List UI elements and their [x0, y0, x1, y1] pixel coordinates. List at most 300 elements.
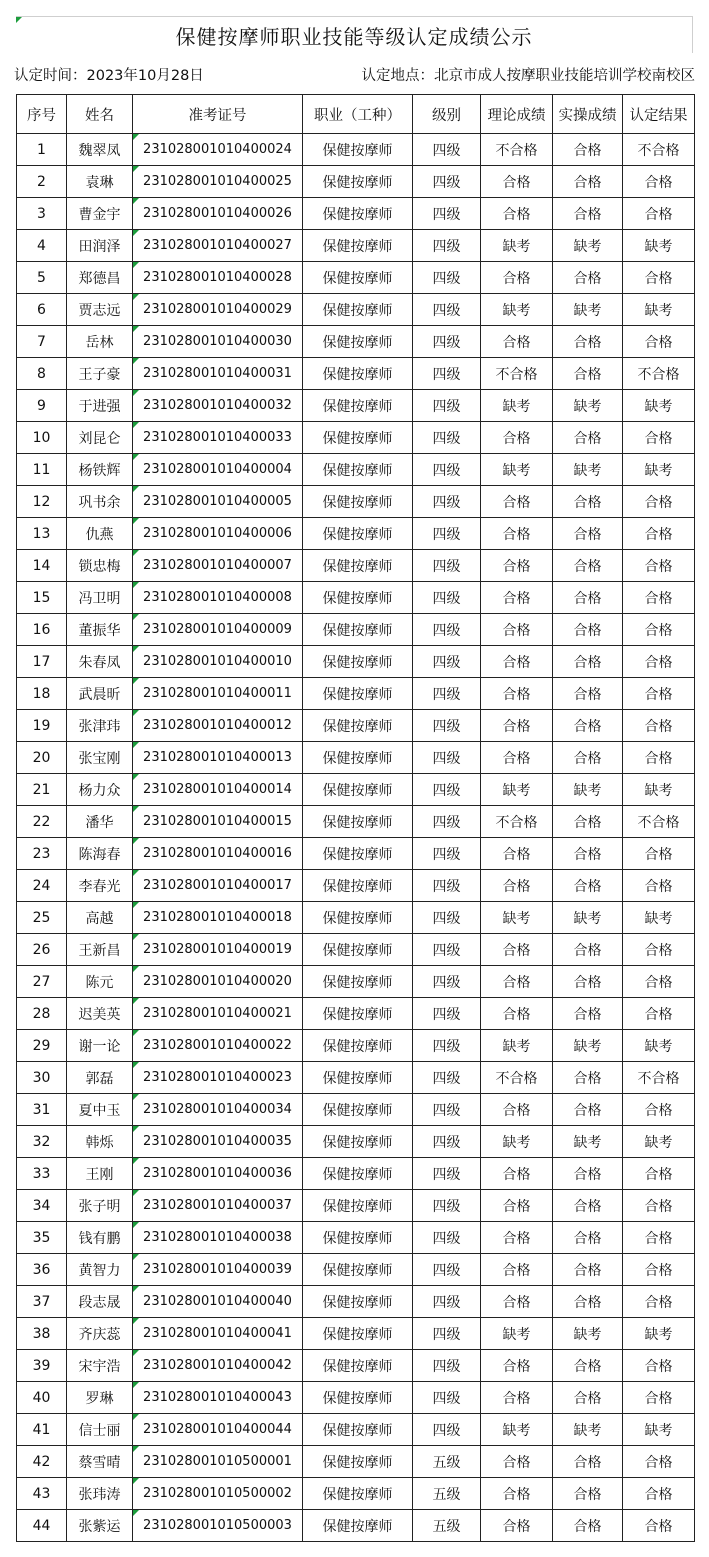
candidate-name-cell: 张子明: [67, 1190, 133, 1222]
practical-score-cell: 合格: [553, 262, 623, 294]
table-row: [17, 326, 695, 358]
result-cell: 合格: [623, 1286, 695, 1318]
occupation-cell: 保健按摩师: [303, 1350, 413, 1382]
result-cell: 缺考: [623, 1126, 695, 1158]
candidate-name-cell: 贾志远: [67, 294, 133, 326]
theory-score-cell: 合格: [481, 1350, 553, 1382]
row-index-cell: 26: [17, 934, 67, 966]
cell-marker-icon: [133, 1286, 139, 1292]
table-row: [17, 902, 695, 934]
candidate-name-cell: 信士丽: [67, 1414, 133, 1446]
exam-number-text: 231028001010500002: [143, 1486, 292, 1501]
level-cell: 四级: [413, 1382, 481, 1414]
exam-number-cell: [133, 486, 303, 518]
candidate-name-cell: 于进强: [67, 390, 133, 422]
level-cell: 四级: [413, 390, 481, 422]
col-header-occupation: 职业（工种）: [303, 95, 413, 134]
result-cell: 合格: [623, 1254, 695, 1286]
level-cell: 四级: [413, 614, 481, 646]
occupation-cell: 保健按摩师: [303, 1030, 413, 1062]
level-cell: 四级: [413, 1222, 481, 1254]
candidate-name-cell: 迟美英: [67, 998, 133, 1030]
occupation-cell: 保健按摩师: [303, 966, 413, 998]
level-cell: 四级: [413, 1126, 481, 1158]
row-index-cell: 39: [17, 1350, 67, 1382]
cell-marker-icon: [133, 774, 139, 780]
practical-score-cell: 合格: [553, 806, 623, 838]
theory-score-cell: 缺考: [481, 1414, 553, 1446]
table-body: [17, 134, 695, 1542]
result-cell: 合格: [623, 1382, 695, 1414]
practical-score-cell: 合格: [553, 1382, 623, 1414]
theory-score-cell: 合格: [481, 1446, 553, 1478]
practical-score-cell: 合格: [553, 1510, 623, 1542]
exam-number-cell: [133, 998, 303, 1030]
level-cell: 四级: [413, 1350, 481, 1382]
result-cell: 缺考: [623, 1414, 695, 1446]
candidate-name-cell: 郭磊: [67, 1062, 133, 1094]
candidate-name-cell: 王新昌: [67, 934, 133, 966]
exam-number-text: 231028001010500001: [143, 1454, 292, 1469]
row-index-cell: 43: [17, 1478, 67, 1510]
exam-number-cell: [133, 1190, 303, 1222]
occupation-cell: 保健按摩师: [303, 998, 413, 1030]
occupation-cell: 保健按摩师: [303, 582, 413, 614]
exam-number-text: 231028001010400032: [143, 398, 292, 413]
result-cell: 不合格: [623, 806, 695, 838]
level-cell: 四级: [413, 838, 481, 870]
level-cell: 四级: [413, 454, 481, 486]
level-cell: 五级: [413, 1446, 481, 1478]
row-index-cell: 32: [17, 1126, 67, 1158]
exam-number-text: 231028001010400041: [143, 1326, 292, 1341]
exam-number-text: 231028001010400009: [143, 622, 292, 637]
exam-number-text: 231028001010400018: [143, 910, 292, 925]
table-row: [17, 1158, 695, 1190]
result-cell: 合格: [623, 326, 695, 358]
candidate-name-cell: 杨铁辉: [67, 454, 133, 486]
theory-score-cell: 不合格: [481, 1062, 553, 1094]
exam-number-cell: [133, 198, 303, 230]
exam-number-cell: [133, 518, 303, 550]
theory-score-cell: 缺考: [481, 454, 553, 486]
candidate-name-cell: 段志晟: [67, 1286, 133, 1318]
cell-marker-icon: [133, 838, 139, 844]
exam-number-text: 231028001010400035: [143, 1134, 292, 1149]
row-index-cell: 10: [17, 422, 67, 454]
table-row: [17, 454, 695, 486]
cell-marker-icon: [133, 230, 139, 236]
table-row: [17, 646, 695, 678]
theory-score-cell: 合格: [481, 1510, 553, 1542]
exam-number-text: 231028001010400031: [143, 366, 292, 381]
exam-date: 认定时间：2023年10月28日: [14, 68, 204, 84]
theory-score-cell: 合格: [481, 1222, 553, 1254]
occupation-cell: 保健按摩师: [303, 166, 413, 198]
candidate-name-cell: 巩书余: [67, 486, 133, 518]
candidate-name-cell: 张紫运: [67, 1510, 133, 1542]
exam-number-cell: [133, 902, 303, 934]
exam-number-cell: [133, 326, 303, 358]
cell-marker-icon: [133, 134, 139, 140]
occupation-cell: 保健按摩师: [303, 1510, 413, 1542]
cell-marker-icon: [133, 1190, 139, 1196]
row-index-cell: 1: [17, 134, 67, 166]
level-cell: 四级: [413, 518, 481, 550]
theory-score-cell: 缺考: [481, 902, 553, 934]
table-row: [17, 614, 695, 646]
result-cell: 合格: [623, 742, 695, 774]
practical-score-cell: 合格: [553, 838, 623, 870]
candidate-name-cell: 谢一论: [67, 1030, 133, 1062]
level-cell: 四级: [413, 1158, 481, 1190]
result-cell: 合格: [623, 422, 695, 454]
table-row: [17, 710, 695, 742]
row-index-cell: 9: [17, 390, 67, 422]
result-cell: 合格: [623, 262, 695, 294]
result-cell: 合格: [623, 1094, 695, 1126]
practical-score-cell: 合格: [553, 1478, 623, 1510]
occupation-cell: 保健按摩师: [303, 390, 413, 422]
level-cell: 四级: [413, 166, 481, 198]
row-index-cell: 5: [17, 262, 67, 294]
occupation-cell: 保健按摩师: [303, 678, 413, 710]
practical-score-cell: 合格: [553, 934, 623, 966]
candidate-name-cell: 田润泽: [67, 230, 133, 262]
candidate-name-cell: 高越: [67, 902, 133, 934]
candidate-name-cell: 罗琳: [67, 1382, 133, 1414]
cell-marker-icon: [133, 262, 139, 268]
practical-score-cell: 合格: [553, 966, 623, 998]
exam-number-cell: [133, 1158, 303, 1190]
exam-number-cell: [133, 678, 303, 710]
candidate-name-cell: 陈元: [67, 966, 133, 998]
theory-score-cell: 缺考: [481, 774, 553, 806]
exam-number-cell: [133, 1382, 303, 1414]
exam-number-cell: [133, 614, 303, 646]
exam-number-text: 231028001010400007: [143, 558, 292, 573]
exam-number-cell: [133, 230, 303, 262]
level-cell: 四级: [413, 1094, 481, 1126]
exam-number-cell: [133, 134, 303, 166]
table-row: [17, 838, 695, 870]
table-header-row: [17, 95, 695, 134]
exam-number-text: 231028001010400025: [143, 174, 292, 189]
theory-score-cell: 合格: [481, 998, 553, 1030]
exam-number-cell: [133, 1510, 303, 1542]
result-cell: 合格: [623, 710, 695, 742]
table-row: [17, 774, 695, 806]
exam-number-text: 231028001010400028: [143, 270, 292, 285]
table-row: [17, 1446, 695, 1478]
candidate-name-cell: 夏中玉: [67, 1094, 133, 1126]
theory-score-cell: 合格: [481, 262, 553, 294]
candidate-name-cell: 郑德昌: [67, 262, 133, 294]
row-index-cell: 22: [17, 806, 67, 838]
result-cell: 合格: [623, 838, 695, 870]
row-index-cell: 19: [17, 710, 67, 742]
row-index-cell: 17: [17, 646, 67, 678]
table-row: [17, 1094, 695, 1126]
col-header-practical-score: 实操成绩: [553, 95, 623, 134]
exam-number-text: 231028001010400026: [143, 206, 292, 221]
exam-number-cell: [133, 1094, 303, 1126]
col-header-theory-score: 理论成绩: [481, 95, 553, 134]
exam-number-text: 231028001010400042: [143, 1358, 292, 1373]
practical-score-cell: 合格: [553, 1286, 623, 1318]
exam-number-cell: [133, 166, 303, 198]
row-index-cell: 25: [17, 902, 67, 934]
exam-number-text: 231028001010400044: [143, 1422, 292, 1437]
practical-score-cell: 缺考: [553, 390, 623, 422]
cell-marker-icon: [133, 390, 139, 396]
cell-marker-icon: [133, 198, 139, 204]
table-row: [17, 806, 695, 838]
level-cell: 四级: [413, 134, 481, 166]
table-row: [17, 582, 695, 614]
level-cell: 四级: [413, 230, 481, 262]
occupation-cell: 保健按摩师: [303, 358, 413, 390]
practical-score-cell: 合格: [553, 486, 623, 518]
practical-score-cell: 缺考: [553, 454, 623, 486]
table-row: [17, 198, 695, 230]
table-row: [17, 742, 695, 774]
occupation-cell: 保健按摩师: [303, 262, 413, 294]
exam-number-text: 231028001010400006: [143, 526, 292, 541]
theory-score-cell: 缺考: [481, 294, 553, 326]
cell-marker-icon: [133, 902, 139, 908]
row-index-cell: 34: [17, 1190, 67, 1222]
candidate-name-cell: 王子豪: [67, 358, 133, 390]
exam-location: 认定地点：北京市成人按摩职业技能培训学校南校区: [361, 68, 695, 84]
result-cell: 合格: [623, 1222, 695, 1254]
cell-marker-icon: [133, 326, 139, 332]
theory-score-cell: 合格: [481, 1254, 553, 1286]
theory-score-cell: 合格: [481, 1286, 553, 1318]
row-index-cell: 36: [17, 1254, 67, 1286]
candidate-name-cell: 钱有鹏: [67, 1222, 133, 1254]
table-row: [17, 678, 695, 710]
exam-number-text: 231028001010400030: [143, 334, 292, 349]
occupation-cell: 保健按摩师: [303, 710, 413, 742]
theory-score-cell: 合格: [481, 518, 553, 550]
level-cell: 四级: [413, 806, 481, 838]
practical-score-cell: 合格: [553, 198, 623, 230]
cell-marker-icon: [133, 806, 139, 812]
practical-score-cell: 缺考: [553, 1414, 623, 1446]
row-index-cell: 44: [17, 1510, 67, 1542]
candidate-name-cell: 黄智力: [67, 1254, 133, 1286]
level-cell: 四级: [413, 646, 481, 678]
row-index-cell: 24: [17, 870, 67, 902]
exam-number-text: 231028001010400022: [143, 1038, 292, 1053]
candidate-name-cell: 宋宇浩: [67, 1350, 133, 1382]
cell-marker-icon: [133, 1094, 139, 1100]
practical-score-cell: 缺考: [553, 1318, 623, 1350]
level-cell: 四级: [413, 1254, 481, 1286]
result-cell: 合格: [623, 966, 695, 998]
practical-score-cell: 合格: [553, 742, 623, 774]
occupation-cell: 保健按摩师: [303, 1286, 413, 1318]
occupation-cell: 保健按摩师: [303, 198, 413, 230]
cell-marker-icon: [133, 1158, 139, 1164]
table-row: [17, 550, 695, 582]
level-cell: 四级: [413, 774, 481, 806]
occupation-cell: 保健按摩师: [303, 1094, 413, 1126]
level-cell: 五级: [413, 1510, 481, 1542]
theory-score-cell: 合格: [481, 1158, 553, 1190]
result-cell: 不合格: [623, 1062, 695, 1094]
cell-marker-icon: [133, 1382, 139, 1388]
col-header-name: 姓名: [67, 95, 133, 134]
exam-number-text: 231028001010400010: [143, 654, 292, 669]
exam-number-cell: [133, 1318, 303, 1350]
cell-marker-icon: [133, 454, 139, 460]
cell-marker-icon: [133, 1254, 139, 1260]
occupation-cell: 保健按摩师: [303, 1414, 413, 1446]
table-row: [17, 1254, 695, 1286]
table-row: [17, 230, 695, 262]
cell-marker-icon: [133, 1126, 139, 1132]
exam-number-cell: [133, 806, 303, 838]
level-cell: 四级: [413, 902, 481, 934]
level-cell: 四级: [413, 1190, 481, 1222]
occupation-cell: 保健按摩师: [303, 902, 413, 934]
cell-marker-icon: [133, 1510, 139, 1516]
exam-number-cell: [133, 838, 303, 870]
exam-number-cell: [133, 1478, 303, 1510]
occupation-cell: 保健按摩师: [303, 518, 413, 550]
table-row: [17, 134, 695, 166]
result-cell: 缺考: [623, 1030, 695, 1062]
exam-number-cell: [133, 582, 303, 614]
occupation-cell: 保健按摩师: [303, 774, 413, 806]
candidate-name-cell: 武晨昕: [67, 678, 133, 710]
row-index-cell: 30: [17, 1062, 67, 1094]
cell-marker-icon: [133, 166, 139, 172]
theory-score-cell: 缺考: [481, 390, 553, 422]
table-row: [17, 870, 695, 902]
level-cell: 四级: [413, 358, 481, 390]
exam-number-cell: [133, 774, 303, 806]
theory-score-cell: 合格: [481, 1094, 553, 1126]
table-row: [17, 1030, 695, 1062]
practical-score-cell: 合格: [553, 134, 623, 166]
level-cell: 四级: [413, 550, 481, 582]
practical-score-cell: 缺考: [553, 774, 623, 806]
exam-number-cell: [133, 294, 303, 326]
exam-number-text: 231028001010400016: [143, 846, 292, 861]
results-table: [16, 94, 695, 1542]
col-header-result: 认定结果: [623, 95, 695, 134]
level-cell: 四级: [413, 934, 481, 966]
table-row: [17, 1286, 695, 1318]
occupation-cell: 保健按摩师: [303, 1222, 413, 1254]
level-cell: 四级: [413, 1318, 481, 1350]
cell-marker-icon: [133, 614, 139, 620]
theory-score-cell: 缺考: [481, 1318, 553, 1350]
table-row: [17, 262, 695, 294]
cell-marker-icon: [133, 1318, 139, 1324]
exam-number-text: 231028001010400012: [143, 718, 292, 733]
cell-marker-icon: [133, 1350, 139, 1356]
table-row: [17, 1510, 695, 1542]
candidate-name-cell: 潘华: [67, 806, 133, 838]
exam-number-cell: [133, 742, 303, 774]
exam-number-cell: [133, 710, 303, 742]
occupation-cell: 保健按摩师: [303, 326, 413, 358]
result-cell: 合格: [623, 1190, 695, 1222]
occupation-cell: 保健按摩师: [303, 422, 413, 454]
practical-score-cell: 合格: [553, 582, 623, 614]
row-index-cell: 28: [17, 998, 67, 1030]
table-row: [17, 1190, 695, 1222]
practical-score-cell: 合格: [553, 1350, 623, 1382]
theory-score-cell: 合格: [481, 646, 553, 678]
exam-number-text: 231028001010400013: [143, 750, 292, 765]
level-cell: 四级: [413, 262, 481, 294]
level-cell: 四级: [413, 1030, 481, 1062]
practical-score-cell: 合格: [553, 870, 623, 902]
exam-number-text: 231028001010400038: [143, 1230, 292, 1245]
cell-marker-icon: [133, 1222, 139, 1228]
candidate-name-cell: 陈海春: [67, 838, 133, 870]
cell-marker-icon: [133, 934, 139, 940]
cell-marker-icon: [133, 742, 139, 748]
exam-number-cell: [133, 1350, 303, 1382]
row-index-cell: 29: [17, 1030, 67, 1062]
table-row: [17, 966, 695, 998]
theory-score-cell: 合格: [481, 166, 553, 198]
table-row: [17, 1222, 695, 1254]
cell-marker-icon: [133, 646, 139, 652]
practical-score-cell: 缺考: [553, 230, 623, 262]
level-cell: 四级: [413, 326, 481, 358]
table-row: [17, 934, 695, 966]
exam-number-cell: [133, 1446, 303, 1478]
table-row: [17, 1062, 695, 1094]
exam-number-text: 231028001010400021: [143, 1006, 292, 1021]
level-cell: 四级: [413, 422, 481, 454]
result-cell: 合格: [623, 582, 695, 614]
exam-number-text: 231028001010400005: [143, 494, 292, 509]
practical-score-cell: 合格: [553, 326, 623, 358]
cell-marker-icon: [133, 1030, 139, 1036]
cell-marker-icon: [133, 1414, 139, 1420]
practical-score-cell: 合格: [553, 1222, 623, 1254]
exam-number-text: 231028001010500003: [143, 1518, 292, 1533]
exam-number-text: 231028001010400024: [143, 142, 292, 157]
occupation-cell: 保健按摩师: [303, 294, 413, 326]
exam-number-cell: [133, 390, 303, 422]
row-index-cell: 20: [17, 742, 67, 774]
practical-score-cell: 缺考: [553, 1030, 623, 1062]
result-cell: 不合格: [623, 134, 695, 166]
practical-score-cell: 缺考: [553, 902, 623, 934]
occupation-cell: 保健按摩师: [303, 806, 413, 838]
row-index-cell: 18: [17, 678, 67, 710]
theory-score-cell: 合格: [481, 614, 553, 646]
result-cell: 缺考: [623, 454, 695, 486]
theory-score-cell: 合格: [481, 710, 553, 742]
result-cell: 合格: [623, 678, 695, 710]
theory-score-cell: 合格: [481, 934, 553, 966]
table-row: [17, 1318, 695, 1350]
results-table-container: [16, 94, 695, 1542]
result-cell: 合格: [623, 550, 695, 582]
exam-number-cell: [133, 1126, 303, 1158]
level-cell: 四级: [413, 998, 481, 1030]
